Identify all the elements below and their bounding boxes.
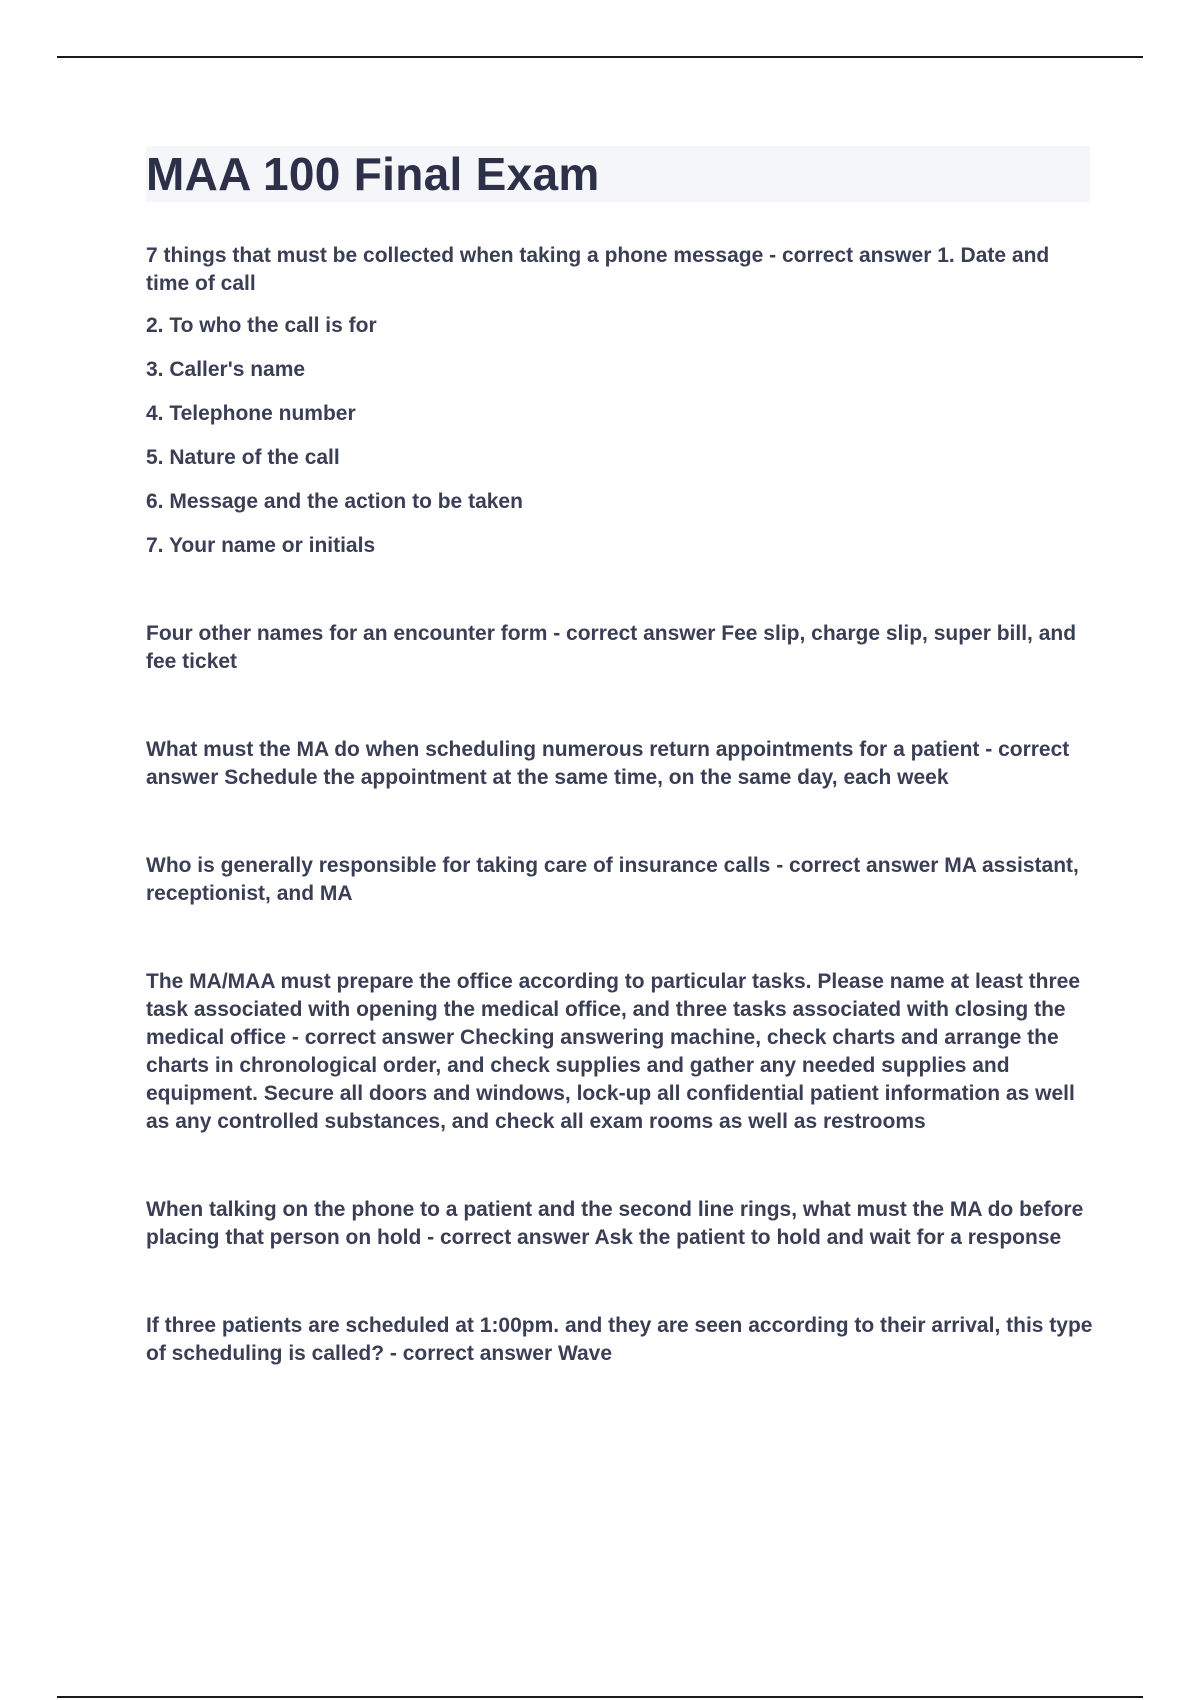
spacer [146, 908, 1096, 968]
qa-item-wave-scheduling: If three patients are scheduled at 1:00pm. and they are seen according to their arrival, this type of scheduling is called? - correct answer Wave [146, 1314, 1093, 1365]
spacer [146, 560, 1096, 620]
spacer [146, 676, 1096, 736]
list-item: 7. Your name or initials [146, 534, 376, 557]
spacer [146, 792, 1096, 852]
spacer [146, 1136, 1096, 1196]
qa-item-insurance-calls: Who is generally responsible for taking care of insurance calls - correct answer MA assistant, receptionist, and MA [146, 854, 1079, 905]
list-item: 6. Message and the action to be taken [146, 490, 523, 513]
document-body [146, 242, 1096, 1368]
qa-item-office-tasks: The MA/MAA must prepare the office according to particular tasks. Please name at least three task associated with opening the medical office, and three tasks associated with closing the medical office - correct answer Checking answering machine, check charts and arrange the charts in chronological order, and check supplies and gather any needed supplies and equipment. Secure all doors and windows, lock-up all confidential patient information as well as any controlled substances, and check all exam rooms as well as restrooms [146, 970, 1080, 1133]
page-title: MAA 100 Final Exam [146, 148, 600, 200]
top-rule [57, 56, 1143, 58]
list-item: 3. Caller's name [146, 358, 306, 381]
qa-item-encounter-form: Four other names for an encounter form - correct answer Fee slip, charge slip, super bill, and fee ticket [146, 622, 1077, 673]
list-item: 5. Nature of the call [146, 446, 340, 469]
spacer [146, 1252, 1096, 1312]
qa-item-return-appointments: What must the MA do when scheduling numerous return appointments for a patient - correct answer Schedule the appointment at the same time, on the same day, each week [146, 738, 1070, 789]
list-item: 2. To who the call is for [146, 314, 377, 337]
qa-text: 7 things that must be collected when taking a phone message - correct answer 1. Date and time of call [146, 244, 1050, 295]
list-item: 4. Telephone number [146, 402, 356, 425]
qa-item-second-line: When talking on the phone to a patient and the second line rings, what must the MA do before placing that person on hold - correct answer Ask the patient to hold and wait for a response [146, 1198, 1084, 1249]
bottom-rule [57, 1696, 1143, 1698]
qa-item-phone-message [146, 242, 1096, 560]
